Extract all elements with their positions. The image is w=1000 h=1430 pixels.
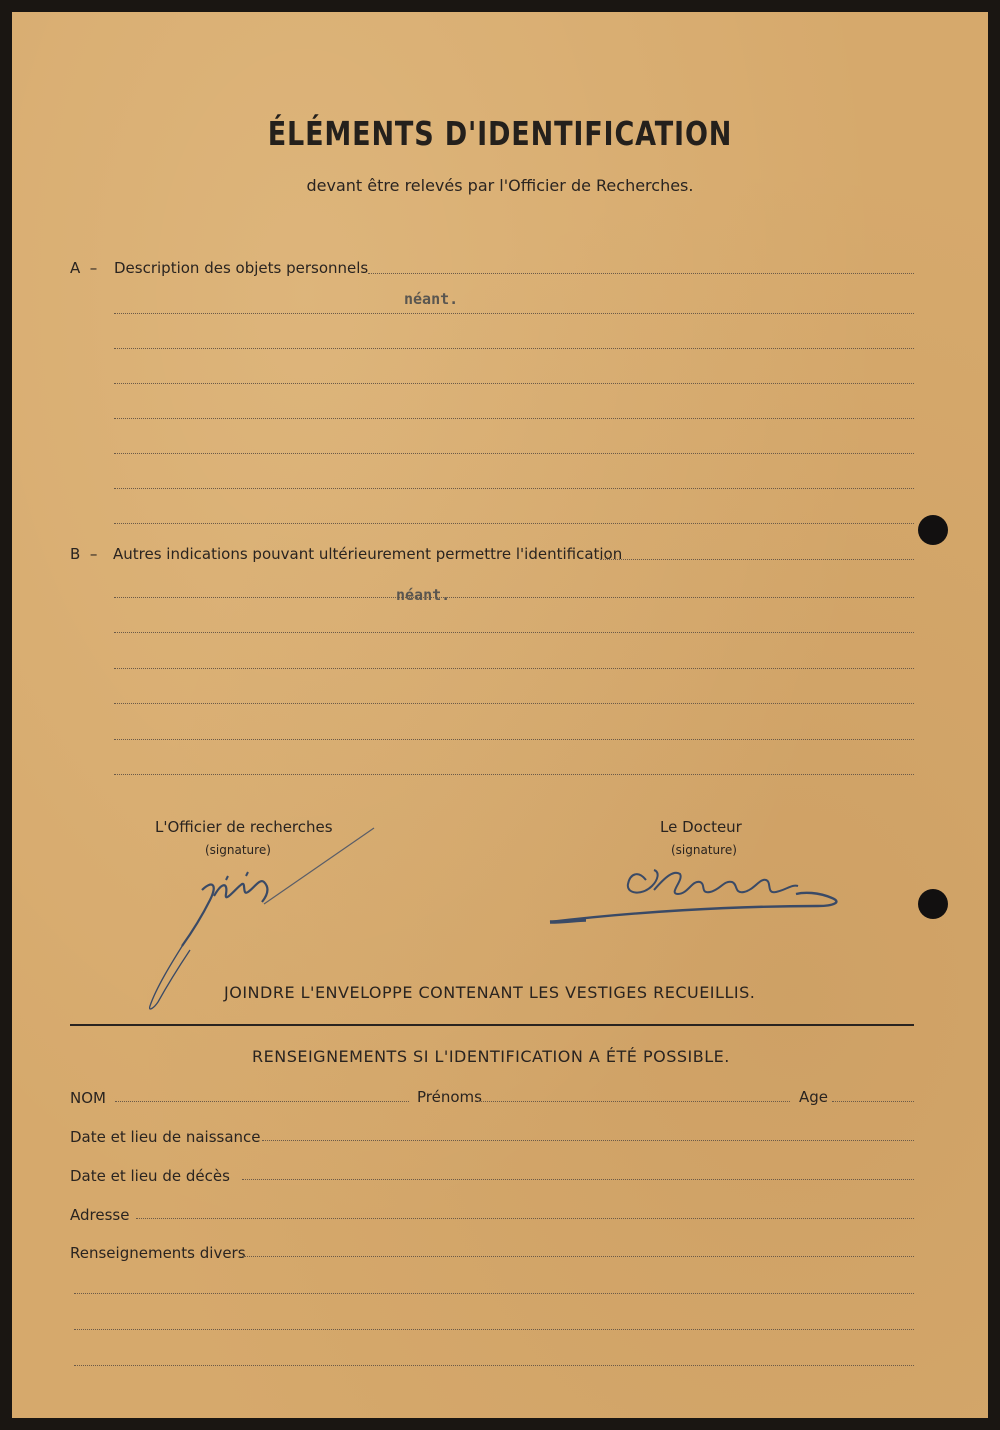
adresse-field (136, 1218, 914, 1219)
identification-heading: RENSEIGNEMENTS SI L'IDENTIFICATION A ÉTÉ POSSIBLE. (252, 1047, 730, 1066)
section-b-line-6 (114, 739, 914, 740)
nom-field (115, 1101, 409, 1102)
form-sheet (12, 12, 988, 1418)
divers-field-1 (242, 1256, 914, 1257)
section-b-line-4 (114, 668, 914, 669)
divers-label: Renseignements divers (70, 1244, 246, 1262)
page-subtitle: devant être relevés par l'Officier de Recherches. (306, 176, 694, 195)
envelope-note: JOINDRE L'ENVELOPPE CONTENANT LES VESTIGES RECUEILLIS. (224, 983, 756, 1002)
section-a-label: Description des objets personnels (114, 259, 369, 277)
deces-field (242, 1179, 914, 1180)
doctor-signature-title: Le Docteur (660, 818, 742, 836)
section-a-line-1 (368, 273, 914, 274)
age-field (832, 1101, 914, 1102)
section-a-line-5 (114, 418, 914, 419)
section-b-label: Autres indications pouvant ultérieurement permettre l'identification (113, 545, 623, 563)
section-b-line-7 (114, 774, 914, 775)
section-b-line-5 (114, 703, 914, 704)
divers-field-4 (74, 1365, 914, 1366)
section-b-line-2 (114, 597, 914, 598)
page-title: ÉLÉMENTS D'IDENTIFICATION (267, 114, 733, 153)
section-b-line-1 (600, 559, 914, 560)
doctor-signature-image (542, 850, 842, 930)
adresse-label: Adresse (70, 1206, 130, 1224)
section-b-letter: B – (70, 545, 103, 563)
punch-hole-bottom (918, 889, 948, 919)
age-label: Age (799, 1088, 829, 1106)
naissance-label: Date et lieu de naissance (70, 1128, 261, 1146)
section-a-line-3 (114, 348, 914, 349)
section-divider (70, 1024, 914, 1026)
section-a-letter: A – (70, 259, 103, 277)
nom-label: NOM (70, 1089, 106, 1107)
officer-signature-title: L'Officier de recherches (155, 818, 333, 836)
section-a-line-6 (114, 453, 914, 454)
doctor-signature-caption: (signature) (671, 843, 737, 857)
deces-label: Date et lieu de décès (70, 1167, 230, 1185)
prenoms-label: Prénoms (417, 1088, 482, 1106)
prenoms-field (478, 1101, 790, 1102)
punch-hole-top (918, 515, 948, 545)
section-a-line-2 (114, 313, 914, 314)
section-a-line-7 (114, 488, 914, 489)
divers-field-2 (74, 1293, 914, 1294)
divers-field-3 (74, 1329, 914, 1330)
section-b-line-3 (114, 632, 914, 633)
section-a-line-4 (114, 383, 914, 384)
naissance-field (262, 1140, 914, 1141)
section-a-value: néant. (404, 290, 459, 308)
section-a-line-8 (114, 523, 914, 524)
section-b-value: néant. (396, 586, 451, 604)
officer-signature-caption: (signature) (205, 843, 271, 857)
